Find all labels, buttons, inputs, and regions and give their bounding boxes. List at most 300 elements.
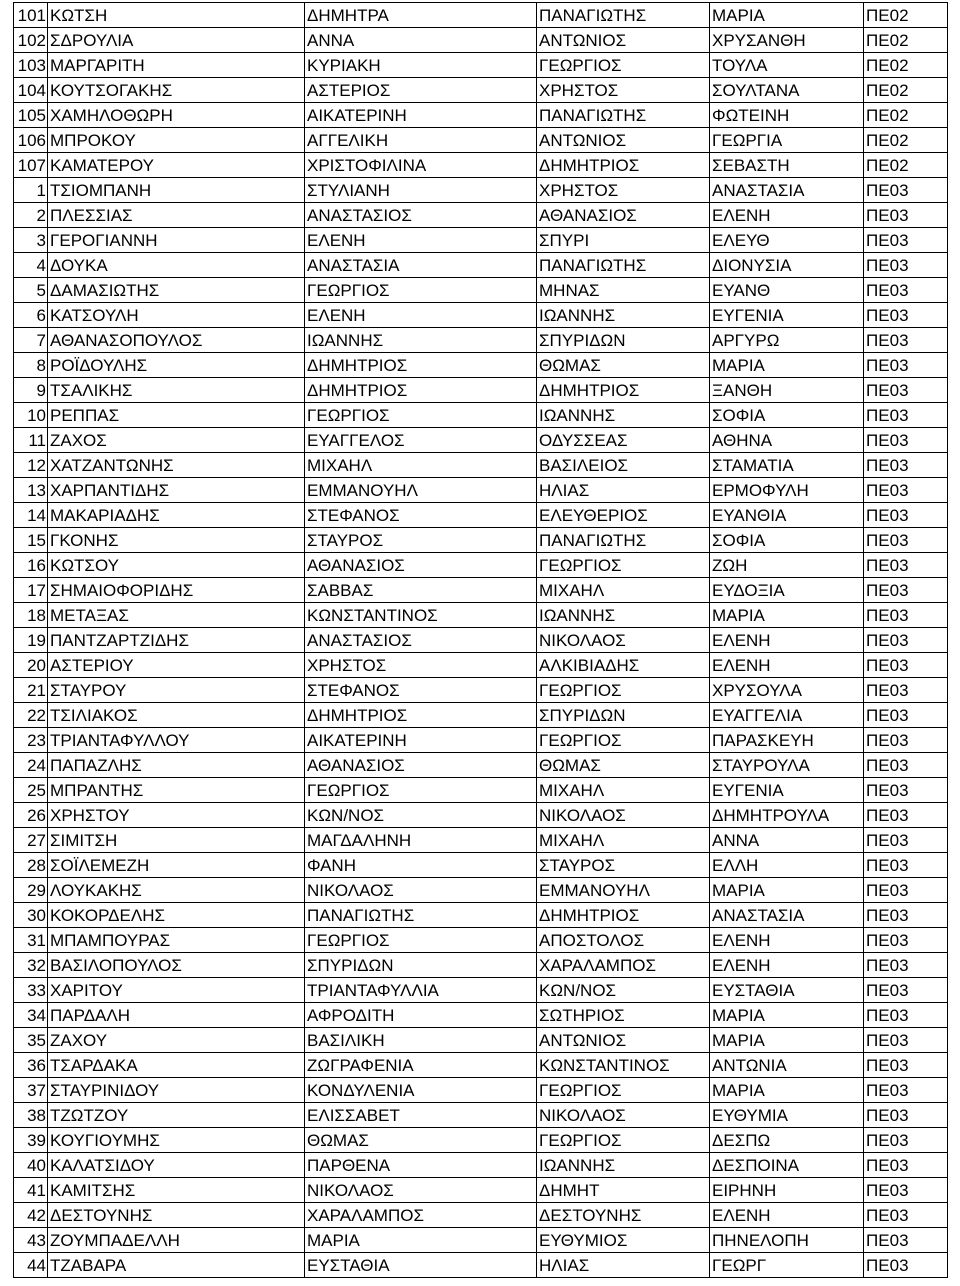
father-name-cell: ΜΙΧΑΗΛ (537, 828, 710, 853)
row-number-cell: 42 (14, 1203, 48, 1228)
first-name-cell: ΣΤΑΥΡΟΣ (305, 528, 537, 553)
mother-name-cell: ΜΑΡΙΑ (710, 1028, 864, 1053)
father-name-cell: ΠΑΝΑΓΙΩΤΗΣ (537, 528, 710, 553)
branch-cell: ΠΕ03 (864, 803, 948, 828)
table-row (14, 28, 948, 53)
first-name-cell: ΑΙΚΑΤΕΡΙΝΗ (305, 728, 537, 753)
branch-cell: ΠΕ02 (864, 28, 948, 53)
row-number-cell: 25 (14, 778, 48, 803)
branch-cell: ΠΕ03 (864, 1128, 948, 1153)
surname-cell: ΑΣΤΕΡΙΟΥ (48, 653, 305, 678)
father-name-cell: ΓΕΩΡΓΙΟΣ (537, 553, 710, 578)
mother-name-cell: ΠΑΡΑΣΚΕΥΗ (710, 728, 864, 753)
first-name-cell: ΣΑΒΒΑΣ (305, 578, 537, 603)
first-name-cell: ΑΣΤΕΡΙΟΣ (305, 78, 537, 103)
table-row (14, 778, 948, 803)
table-row (14, 628, 948, 653)
mother-name-cell: ΔΗΜΗΤΡΟΥΛΑ (710, 803, 864, 828)
father-name-cell: ΓΕΩΡΓΙΟΣ (537, 678, 710, 703)
surname-cell: ΤΖΑΒΑΡΑ (48, 1253, 305, 1278)
father-name-cell: ΙΩΑΝΝΗΣ (537, 403, 710, 428)
first-name-cell: ΜΑΡΙΑ (305, 1228, 537, 1253)
first-name-cell: ΣΠΥΡΙΔΩΝ (305, 953, 537, 978)
mother-name-cell: ΜΑΡΙΑ (710, 353, 864, 378)
table-row (14, 978, 948, 1003)
first-name-cell: ΑΝΑΣΤΑΣΙΟΣ (305, 203, 537, 228)
row-number-cell: 30 (14, 903, 48, 928)
branch-cell: ΠΕ03 (864, 1178, 948, 1203)
row-number-cell: 22 (14, 703, 48, 728)
surname-cell: ΧΑΡΠΑΝΤΙΔΗΣ (48, 478, 305, 503)
father-name-cell: ΑΝΤΩΝΙΟΣ (537, 28, 710, 53)
first-name-cell: ΑΘΑΝΑΣΙΟΣ (305, 753, 537, 778)
branch-cell: ΠΕ03 (864, 1103, 948, 1128)
father-name-cell: ΕΛΕΥΘΕΡΙΟΣ (537, 503, 710, 528)
branch-cell: ΠΕ03 (864, 1028, 948, 1053)
branch-cell: ΠΕ02 (864, 3, 948, 28)
row-number-cell: 12 (14, 453, 48, 478)
surname-cell: ΜΠΡΑΝΤΗΣ (48, 778, 305, 803)
father-name-cell: ΧΡΗΣΤΟΣ (537, 78, 710, 103)
branch-cell: ΠΕ03 (864, 503, 948, 528)
father-name-cell: ΗΛΙΑΣ (537, 478, 710, 503)
mother-name-cell: ΕΥΑΝΘΙΑ (710, 503, 864, 528)
father-name-cell: ΗΛΙΑΣ (537, 1253, 710, 1278)
branch-cell: ΠΕ03 (864, 253, 948, 278)
mother-name-cell: ΕΛΕΝΗ (710, 653, 864, 678)
first-name-cell: ΣΤΕΦΑΝΟΣ (305, 678, 537, 703)
row-number-cell: 33 (14, 978, 48, 1003)
mother-name-cell: ΧΡΥΣΑΝΘΗ (710, 28, 864, 53)
surname-cell: ΑΘΑΝΑΣΟΠΟΥΛΟΣ (48, 328, 305, 353)
mother-name-cell: ΜΑΡΙΑ (710, 603, 864, 628)
branch-cell: ΠΕ03 (864, 528, 948, 553)
first-name-cell: ΕΛΕΝΗ (305, 228, 537, 253)
surname-cell: ΖΑΧΟΣ (48, 428, 305, 453)
mother-name-cell: ΕΥΣΤΑΘΙΑ (710, 978, 864, 1003)
row-number-cell: 32 (14, 953, 48, 978)
first-name-cell: ΑΝΑΣΤΑΣΙΟΣ (305, 628, 537, 653)
table-row (14, 78, 948, 103)
mother-name-cell: ΕΛΕΝΗ (710, 628, 864, 653)
names-table (13, 2, 948, 1278)
mother-name-cell: ΕΥΘΥΜΙΑ (710, 1103, 864, 1128)
father-name-cell: ΙΩΑΝΝΗΣ (537, 1153, 710, 1178)
mother-name-cell: ΣΟΥΛΤΑΝΑ (710, 78, 864, 103)
father-name-cell: ΣΩΤΗΡΙΟΣ (537, 1003, 710, 1028)
surname-cell: ΚΟΚΟΡΔΕΛΗΣ (48, 903, 305, 928)
table-row (14, 353, 948, 378)
first-name-cell: ΔΗΜΗΤΡΙΟΣ (305, 703, 537, 728)
first-name-cell: ΕΛΙΣΣΑΒΕΤ (305, 1103, 537, 1128)
surname-cell: ΔΟΥΚΑ (48, 253, 305, 278)
mother-name-cell: ΣΤΑΥΡΟΥΛΑ (710, 753, 864, 778)
row-number-cell: 3 (14, 228, 48, 253)
row-number-cell: 27 (14, 828, 48, 853)
row-number-cell: 6 (14, 303, 48, 328)
mother-name-cell: ΕΛΕΥΘ (710, 228, 864, 253)
branch-cell: ΠΕ02 (864, 153, 948, 178)
surname-cell: ΤΣΙΟΜΠΑΝΗ (48, 178, 305, 203)
table-row (14, 1128, 948, 1153)
row-number-cell: 18 (14, 603, 48, 628)
branch-cell: ΠΕ02 (864, 103, 948, 128)
mother-name-cell: ΑΝΝΑ (710, 828, 864, 853)
first-name-cell: ΑΙΚΑΤΕΡΙΝΗ (305, 103, 537, 128)
mother-name-cell: ΑΝΑΣΤΑΣΙΑ (710, 178, 864, 203)
row-number-cell: 37 (14, 1078, 48, 1103)
surname-cell: ΤΡΙΑΝΤΑΦΥΛΛΟΥ (48, 728, 305, 753)
father-name-cell: ΙΩΑΝΝΗΣ (537, 303, 710, 328)
first-name-cell: ΜΑΓΔΑΛΗΝΗ (305, 828, 537, 853)
table-row (14, 803, 948, 828)
father-name-cell: ΓΕΩΡΓΙΟΣ (537, 728, 710, 753)
row-number-cell: 105 (14, 103, 48, 128)
row-number-cell: 44 (14, 1253, 48, 1278)
branch-cell: ΠΕ03 (864, 353, 948, 378)
mother-name-cell: ΕΛΛΗ (710, 853, 864, 878)
surname-cell: ΣΗΜΑΙΟΦΟΡΙΔΗΣ (48, 578, 305, 603)
mother-name-cell: ΣΕΒΑΣΤΗ (710, 153, 864, 178)
first-name-cell: ΧΡΗΣΤΟΣ (305, 653, 537, 678)
table-row (14, 1078, 948, 1103)
first-name-cell: ΓΕΩΡΓΙΟΣ (305, 928, 537, 953)
table-row (14, 678, 948, 703)
mother-name-cell: ΧΡΥΣΟΥΛΑ (710, 678, 864, 703)
table-row (14, 1228, 948, 1253)
branch-cell: ΠΕ03 (864, 203, 948, 228)
table-row (14, 903, 948, 928)
branch-cell: ΠΕ03 (864, 378, 948, 403)
surname-cell: ΚΟΥΤΣΟΓΑΚΗΣ (48, 78, 305, 103)
first-name-cell: ΝΙΚΟΛΑΟΣ (305, 878, 537, 903)
first-name-cell: ΤΡΙΑΝΤΑΦΥΛΛΙΑ (305, 978, 537, 1003)
table-row (14, 453, 948, 478)
first-name-cell: ΘΩΜΑΣ (305, 1128, 537, 1153)
mother-name-cell: ΔΕΣΠΟΙΝΑ (710, 1153, 864, 1178)
first-name-cell: ΚΥΡΙΑΚΗ (305, 53, 537, 78)
branch-cell: ΠΕ03 (864, 453, 948, 478)
mother-name-cell: ΞΑΝΘΗ (710, 378, 864, 403)
first-name-cell: ΑΓΓΕΛΙΚΗ (305, 128, 537, 153)
first-name-cell: ΓΕΩΡΓΙΟΣ (305, 278, 537, 303)
mother-name-cell: ΣΤΑΜΑΤΙΑ (710, 453, 864, 478)
row-number-cell: 102 (14, 28, 48, 53)
father-name-cell: ΕΥΘΥΜΙΟΣ (537, 1228, 710, 1253)
surname-cell: ΤΖΩΤΖΟΥ (48, 1103, 305, 1128)
father-name-cell: ΜΙΧΑΗΛ (537, 578, 710, 603)
mother-name-cell: ΕΥΓΕΝΙΑ (710, 778, 864, 803)
surname-cell: ΡΟΪΔΟΥΛΗΣ (48, 353, 305, 378)
surname-cell: ΡΕΠΠΑΣ (48, 403, 305, 428)
branch-cell: ΠΕ03 (864, 1203, 948, 1228)
first-name-cell: ΑΦΡΟΔΙΤΗ (305, 1003, 537, 1028)
father-name-cell: ΓΕΩΡΓΙΟΣ (537, 1078, 710, 1103)
mother-name-cell: ΓΕΩΡΓ (710, 1253, 864, 1278)
branch-cell: ΠΕ03 (864, 278, 948, 303)
mother-name-cell: ΖΩΗ (710, 553, 864, 578)
father-name-cell: ΚΩΝ/ΝΟΣ (537, 978, 710, 1003)
table-row (14, 603, 948, 628)
mother-name-cell: ΕΙΡΗΝΗ (710, 1178, 864, 1203)
father-name-cell: ΓΕΩΡΓΙΟΣ (537, 53, 710, 78)
row-number-cell: 34 (14, 1003, 48, 1028)
branch-cell: ΠΕ03 (864, 328, 948, 353)
father-name-cell: ΣΠΥΡΙ (537, 228, 710, 253)
table-row (14, 303, 948, 328)
branch-cell: ΠΕ02 (864, 128, 948, 153)
surname-cell: ΚΑΤΣΟΥΛΗ (48, 303, 305, 328)
table-row (14, 528, 948, 553)
mother-name-cell: ΕΛΕΝΗ (710, 928, 864, 953)
table-row (14, 553, 948, 578)
first-name-cell: ΚΩΝΣΤΑΝΤΙΝΟΣ (305, 603, 537, 628)
father-name-cell: ΑΠΟΣΤΟΛΟΣ (537, 928, 710, 953)
surname-cell: ΠΑΡΔΑΛΗ (48, 1003, 305, 1028)
surname-cell: ΛΟΥΚΑΚΗΣ (48, 878, 305, 903)
surname-cell: ΚΩΤΣΟΥ (48, 553, 305, 578)
surname-cell: ΤΣΑΛΙΚΗΣ (48, 378, 305, 403)
table-row (14, 728, 948, 753)
table-row (14, 828, 948, 853)
branch-cell: ΠΕ03 (864, 303, 948, 328)
father-name-cell: ΒΑΣΙΛΕΙΟΣ (537, 453, 710, 478)
first-name-cell: ΧΡΙΣΤΟΦΙΛΙΝΑ (305, 153, 537, 178)
table-row (14, 928, 948, 953)
row-number-cell: 8 (14, 353, 48, 378)
branch-cell: ΠΕ03 (864, 1228, 948, 1253)
surname-cell: ΔΕΣΤΟΥΝΗΣ (48, 1203, 305, 1228)
table-row (14, 1253, 948, 1278)
table-row (14, 378, 948, 403)
row-number-cell: 16 (14, 553, 48, 578)
row-number-cell: 23 (14, 728, 48, 753)
mother-name-cell: ΣΟΦΙΑ (710, 403, 864, 428)
branch-cell: ΠΕ02 (864, 78, 948, 103)
surname-cell: ΠΑΝΤΖΑΡΤΖΙΔΗΣ (48, 628, 305, 653)
table-row (14, 653, 948, 678)
table-body (14, 3, 948, 1278)
first-name-cell: ΣΤΥΛΙΑΝΗ (305, 178, 537, 203)
mother-name-cell: ΕΥΑΝΘ (710, 278, 864, 303)
row-number-cell: 40 (14, 1153, 48, 1178)
first-name-cell: ΚΟΝΔΥΛΕΝΙΑ (305, 1078, 537, 1103)
mother-name-cell: ΣΟΦΙΑ (710, 528, 864, 553)
father-name-cell: ΑΝΤΩΝΙΟΣ (537, 128, 710, 153)
table-row (14, 1053, 948, 1078)
first-name-cell: ΔΗΜΗΤΡΙΟΣ (305, 353, 537, 378)
row-number-cell: 15 (14, 528, 48, 553)
first-name-cell: ΕΜΜΑΝΟΥΗΛ (305, 478, 537, 503)
mother-name-cell: ΕΥΓΕΝΙΑ (710, 303, 864, 328)
table-row (14, 853, 948, 878)
surname-cell: ΚΑΜΙΤΣΗΣ (48, 1178, 305, 1203)
branch-cell: ΠΕ03 (864, 1078, 948, 1103)
father-name-cell: ΝΙΚΟΛΑΟΣ (537, 1103, 710, 1128)
table-row (14, 178, 948, 203)
branch-cell: ΠΕ03 (864, 578, 948, 603)
mother-name-cell: ΕΛΕΝΗ (710, 1203, 864, 1228)
father-name-cell: ΠΑΝΑΓΙΩΤΗΣ (537, 3, 710, 28)
surname-cell: ΔΑΜΑΣΙΩΤΗΣ (48, 278, 305, 303)
row-number-cell: 14 (14, 503, 48, 528)
surname-cell: ΣΟΪΛΕΜΕΖΗ (48, 853, 305, 878)
branch-cell: ΠΕ03 (864, 1253, 948, 1278)
father-name-cell: ΧΡΗΣΤΟΣ (537, 178, 710, 203)
surname-cell: ΣΤΑΥΡΙΝΙΔΟΥ (48, 1078, 305, 1103)
table-row (14, 278, 948, 303)
father-name-cell: ΜΗΝΑΣ (537, 278, 710, 303)
father-name-cell: ΔΗΜΗΤΡΙΟΣ (537, 903, 710, 928)
branch-cell: ΠΕ03 (864, 953, 948, 978)
branch-cell: ΠΕ03 (864, 1003, 948, 1028)
table-row (14, 703, 948, 728)
branch-cell: ΠΕ03 (864, 478, 948, 503)
first-name-cell: ΕΥΣΤΑΘΙΑ (305, 1253, 537, 1278)
table-row (14, 53, 948, 78)
branch-cell: ΠΕ03 (864, 628, 948, 653)
branch-cell: ΠΕ03 (864, 403, 948, 428)
table-row (14, 428, 948, 453)
father-name-cell: ΠΑΝΑΓΙΩΤΗΣ (537, 253, 710, 278)
first-name-cell: ΙΩΑΝΝΗΣ (305, 328, 537, 353)
mother-name-cell: ΑΝΑΣΤΑΣΙΑ (710, 903, 864, 928)
table-row (14, 1028, 948, 1053)
row-number-cell: 36 (14, 1053, 48, 1078)
table-row (14, 103, 948, 128)
branch-cell: ΠΕ03 (864, 228, 948, 253)
row-number-cell: 21 (14, 678, 48, 703)
surname-cell: ΣΙΜΙΤΣΗ (48, 828, 305, 853)
branch-cell: ΠΕ03 (864, 928, 948, 953)
table-row (14, 1103, 948, 1128)
surname-cell: ΜΑΚΑΡΙΑΔΗΣ (48, 503, 305, 528)
surname-cell: ΧΑΜΗΛΟΘΩΡΗ (48, 103, 305, 128)
father-name-cell: ΙΩΑΝΝΗΣ (537, 603, 710, 628)
row-number-cell: 5 (14, 278, 48, 303)
row-number-cell: 10 (14, 403, 48, 428)
surname-cell: ΣΤΑΥΡΟΥ (48, 678, 305, 703)
surname-cell: ΣΔΡΟΥΛΙΑ (48, 28, 305, 53)
table-row (14, 128, 948, 153)
row-number-cell: 7 (14, 328, 48, 353)
row-number-cell: 4 (14, 253, 48, 278)
first-name-cell: ΓΕΩΡΓΙΟΣ (305, 403, 537, 428)
father-name-cell: ΟΔΥΣΣΕΑΣ (537, 428, 710, 453)
mother-name-cell: ΓΕΩΡΓΙΑ (710, 128, 864, 153)
row-number-cell: 9 (14, 378, 48, 403)
surname-cell: ΜΑΡΓΑΡΙΤΗ (48, 53, 305, 78)
row-number-cell: 13 (14, 478, 48, 503)
table-row (14, 1178, 948, 1203)
surname-cell: ΖΑΧΟΥ (48, 1028, 305, 1053)
father-name-cell: ΘΩΜΑΣ (537, 753, 710, 778)
first-name-cell: ΑΝΑΣΤΑΣΙΑ (305, 253, 537, 278)
first-name-cell: ΠΑΡΘΕΝΑ (305, 1153, 537, 1178)
surname-cell: ΠΑΠΑΖΛΗΣ (48, 753, 305, 778)
row-number-cell: 106 (14, 128, 48, 153)
table-row (14, 953, 948, 978)
table-row (14, 753, 948, 778)
surname-cell: ΧΑΡΙΤΟΥ (48, 978, 305, 1003)
table-row (14, 328, 948, 353)
table-row (14, 1153, 948, 1178)
row-number-cell: 24 (14, 753, 48, 778)
surname-cell: ΤΣΑΡΔΑΚΑ (48, 1053, 305, 1078)
branch-cell: ΠΕ03 (864, 653, 948, 678)
row-number-cell: 28 (14, 853, 48, 878)
table-row (14, 403, 948, 428)
father-name-cell: ΑΘΑΝΑΣΙΟΣ (537, 203, 710, 228)
row-number-cell: 1 (14, 178, 48, 203)
branch-cell: ΠΕ03 (864, 678, 948, 703)
mother-name-cell: ΠΗΝΕΛΟΠΗ (710, 1228, 864, 1253)
mother-name-cell: ΕΥΔΟΞΙΑ (710, 578, 864, 603)
row-number-cell: 103 (14, 53, 48, 78)
surname-cell: ΓΚΟΝΗΣ (48, 528, 305, 553)
branch-cell: ΠΕ02 (864, 53, 948, 78)
father-name-cell: ΘΩΜΑΣ (537, 353, 710, 378)
father-name-cell: ΣΠΥΡΙΔΩΝ (537, 703, 710, 728)
first-name-cell: ΔΗΜΗΤΡΑ (305, 3, 537, 28)
surname-cell: ΚΑΜΑΤΕΡΟΥ (48, 153, 305, 178)
surname-cell: ΠΛΕΣΣΙΑΣ (48, 203, 305, 228)
table-row (14, 1203, 948, 1228)
row-number-cell: 104 (14, 78, 48, 103)
surname-cell: ΧΑΤΖΑΝΤΩΝΗΣ (48, 453, 305, 478)
branch-cell: ΠΕ03 (864, 1153, 948, 1178)
first-name-cell: ΖΩΓΡΑΦΕΝΙΑ (305, 1053, 537, 1078)
first-name-cell: ΣΤΕΦΑΝΟΣ (305, 503, 537, 528)
row-number-cell: 26 (14, 803, 48, 828)
surname-cell: ΒΑΣΙΛΟΠΟΥΛΟΣ (48, 953, 305, 978)
surname-cell: ΜΠΡΟΚΟΥ (48, 128, 305, 153)
surname-cell: ΚΩΤΣΗ (48, 3, 305, 28)
father-name-cell: ΔΗΜΗΤΡΙΟΣ (537, 378, 710, 403)
first-name-cell: ΔΗΜΗΤΡΙΟΣ (305, 378, 537, 403)
father-name-cell: ΠΑΝΑΓΙΩΤΗΣ (537, 103, 710, 128)
branch-cell: ΠΕ03 (864, 553, 948, 578)
father-name-cell: ΧΑΡΑΛΑΜΠΟΣ (537, 953, 710, 978)
father-name-cell: ΕΜΜΑΝΟΥΗΛ (537, 878, 710, 903)
table-row (14, 153, 948, 178)
row-number-cell: 101 (14, 3, 48, 28)
branch-cell: ΠΕ03 (864, 778, 948, 803)
surname-cell: ΚΟΥΓΙΟΥΜΗΣ (48, 1128, 305, 1153)
branch-cell: ΠΕ03 (864, 853, 948, 878)
surname-cell: ΜΕΤΑΞΑΣ (48, 603, 305, 628)
table-row (14, 228, 948, 253)
mother-name-cell: ΦΩΤΕΙΝΗ (710, 103, 864, 128)
mother-name-cell: ΕΛΕΝΗ (710, 953, 864, 978)
row-number-cell: 107 (14, 153, 48, 178)
row-number-cell: 20 (14, 653, 48, 678)
mother-name-cell: ΔΙΟΝΥΣΙΑ (710, 253, 864, 278)
first-name-cell: ΜΙΧΑΗΛ (305, 453, 537, 478)
first-name-cell: ΑΘΑΝΑΣΙΟΣ (305, 553, 537, 578)
father-name-cell: ΣΠΥΡΙΔΩΝ (537, 328, 710, 353)
mother-name-cell: ΕΥΑΓΓΕΛΙΑ (710, 703, 864, 728)
mother-name-cell: ΜΑΡΙΑ (710, 1078, 864, 1103)
table-row (14, 878, 948, 903)
mother-name-cell: ΑΘΗΝΑ (710, 428, 864, 453)
branch-cell: ΠΕ03 (864, 1053, 948, 1078)
table-row (14, 578, 948, 603)
first-name-cell: ΦΑΝΗ (305, 853, 537, 878)
mother-name-cell: ΤΟΥΛΑ (710, 53, 864, 78)
branch-cell: ΠΕ03 (864, 603, 948, 628)
first-name-cell: ΠΑΝΑΓΙΩΤΗΣ (305, 903, 537, 928)
